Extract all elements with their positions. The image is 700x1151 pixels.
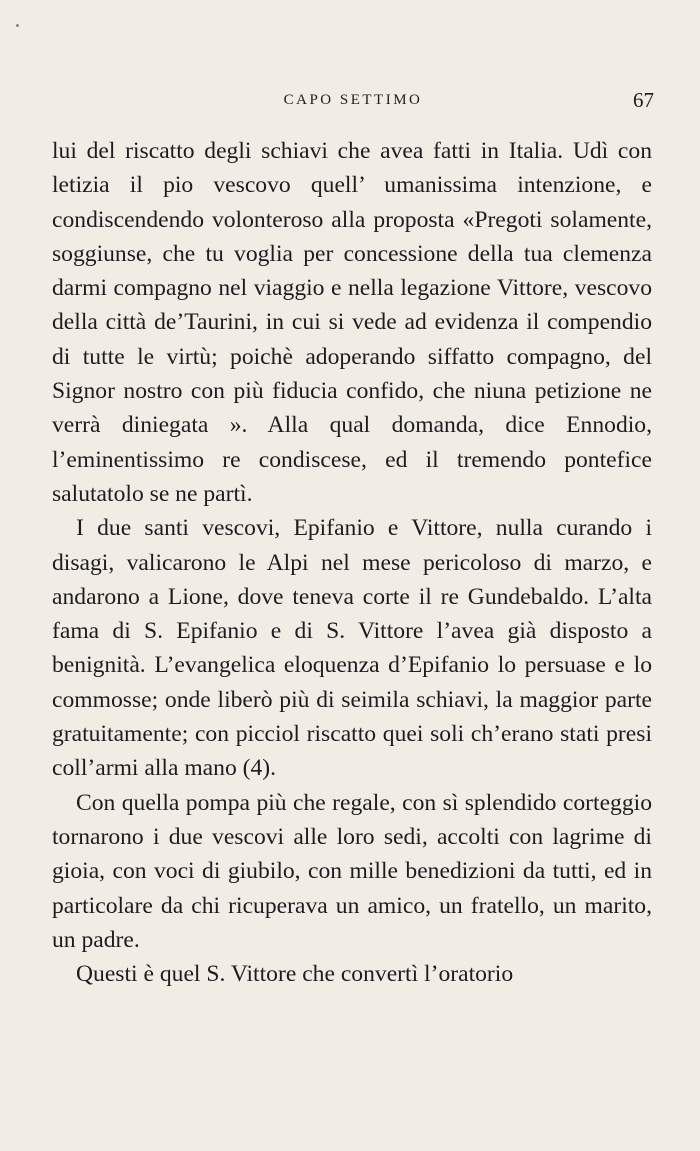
running-title: CAPO SETTIMO <box>283 92 423 108</box>
paragraph-continued: lui del riscatto degli schiavi che avea fatti in Italia. Udì con letizia il pio vescovo quell’ umanissima intenzione, e condiscendendo volonteroso alla proposta «Pregoti solamente, soggiunse, che tu voglia per concessione della tua clemenza darmi compagno nel viaggio e nella legazione Vittore, vescovo della città de’Taurini, in cui si vede ad evidenza il compendio di tutte le virtù; poichè adoperando siffatto compagno, del Signor nostro con più fiducia confido, che niuna petizione ne verrà diniegata ». Alla qual domanda, dice Ennodio, l’eminentissimo re condiscese, ed il tremendo pontefice salutatolo se ne partì. <box>52 138 652 507</box>
body-text <box>52 134 652 991</box>
page-blemish <box>16 24 19 27</box>
paragraph-return: Con quella pompa più che regale, con sì splendido corteggio tornarono i due vescovi alle loro sedi, accolti con lagrime di gioia, con voci di giubilo, con mille benedizioni da tutti, ed in particolare da chi ricuperava un amico, un fratello, un marito, un padre. <box>52 789 652 953</box>
running-header <box>52 88 654 116</box>
page-number: 67 <box>633 88 654 112</box>
paragraph-oratorio: Questi è quel S. Vittore che convertì l’oratorio <box>76 961 514 988</box>
paragraph-journey: I due santi vescovi, Epifanio e Vittore, nulla curando i disagi, valicarono le Alpi nel mese pericoloso di marzo, e andarono a Lione, dove teneva corte il re Gundebaldo. L’alta fama di S. Epifanio e di S. Vittore l’avea già disposto a benignità. L’evangelica eloquenza d’Epifanio lo persuase e lo commosse; onde liberò più di seimila schiavi, la maggior parte gratuitamente; con picciol riscatto quei soli ch’erano stati presi coll’armi alla mano (4). <box>52 515 652 782</box>
